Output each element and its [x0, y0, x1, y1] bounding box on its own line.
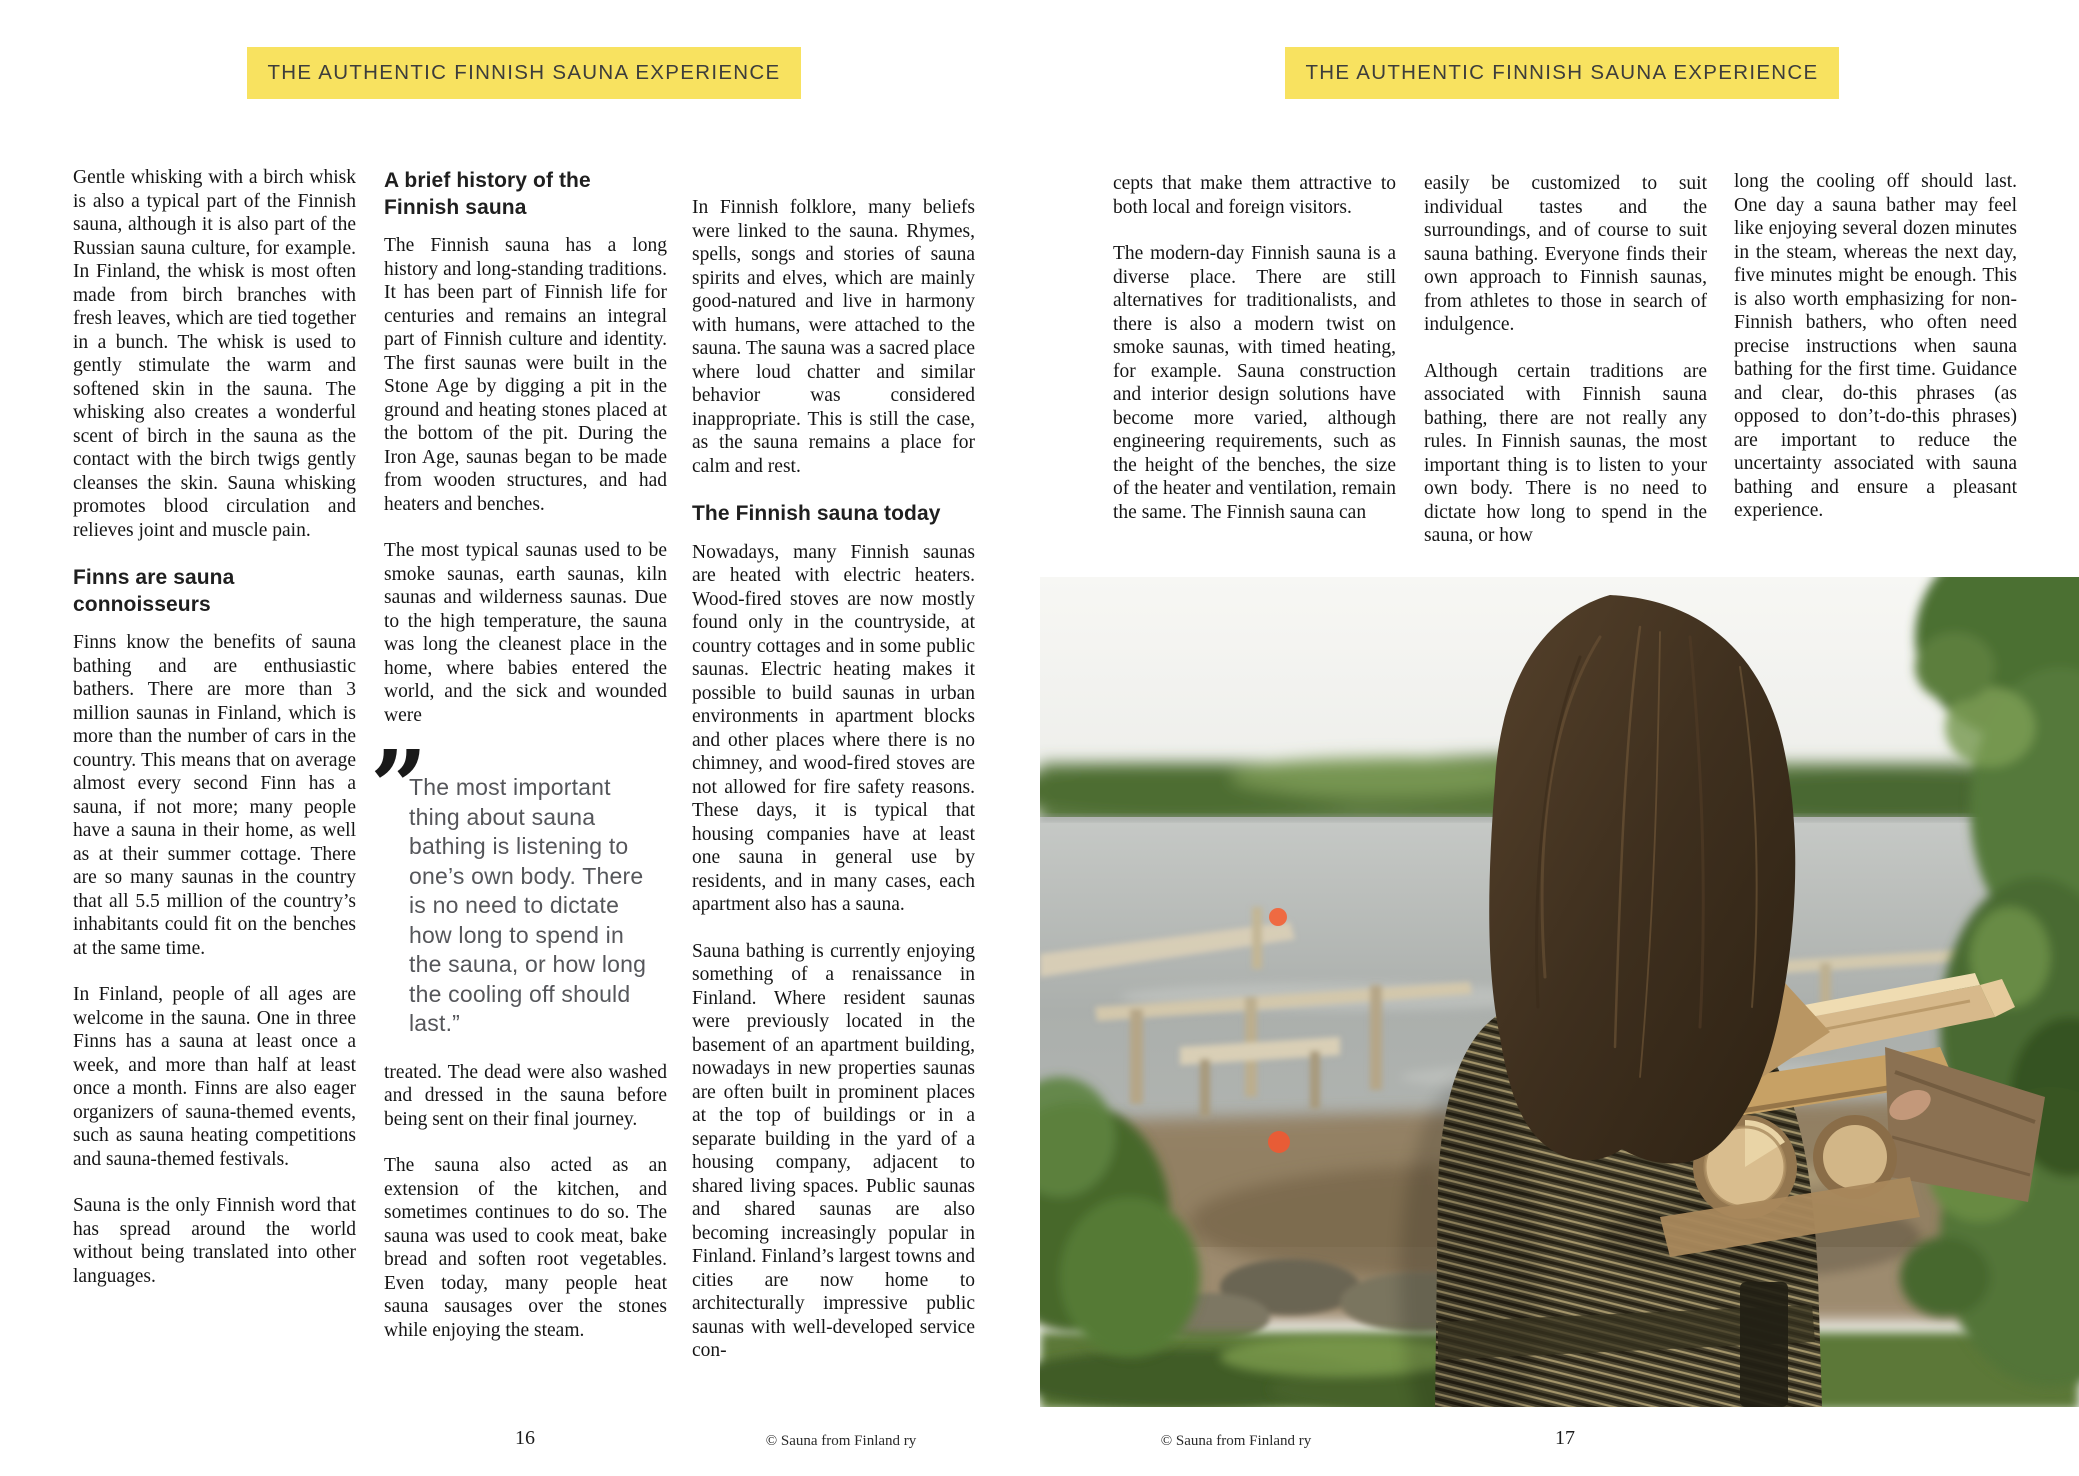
right-page-column-3 [1734, 170, 2017, 546]
right-page-column-2 [1424, 172, 1707, 571]
lake-sauna-photo [1040, 577, 2079, 1407]
pull-quote-text: The most important thing about sauna bathing is listening to one’s own body. There is no need to dictate how long to spend in the sauna, or how long the cooling off should last.” [409, 774, 647, 1036]
body-paragraph: The Finnish sauna has a long history and long-standing traditions. It has been part of Finnish life for centuries and remains an integral part of Finnish culture and identity. The first saunas were built in the Stone Age by digging a pit in the ground and heating stones placed at the bottom of the pit. During the Iron Age, saunas began to be made from wooden structures, and had heaters and benches. [384, 235, 667, 515]
body-paragraph: The modern-day Finnish sauna is a diverse place. There are still alternatives for traditionalists, and there is also a modern twist on smoke saunas, with timed heating, for example. Sauna construction and interior design solutions have become more varied, although engineering requirements, such as the height of the benches, the size of the heater and ventilation, remain the same. The Finnish sauna can [1113, 243, 1396, 523]
page-number-right: 17 [1555, 1427, 1575, 1449]
body-paragraph: Although certain traditions are associated with Finnish sauna bathing, there are not really any rules. In Finnish saunas, the most important thing is to listen to your own body. There is no need to dictate how long to spend in the sauna, or how [1424, 360, 1707, 546]
left-page-column-2 [370, 168, 667, 1365]
right-page-column-1 [1113, 172, 1396, 547]
left-page-column-3 [692, 196, 975, 1386]
body-paragraph: Gentle whisking with a birch whisk is also a typical part of the Finnish sauna, although it is also part of the Russian sauna culture, for example. In Finland, the whisk is most often made from birch branches with fresh leaves, which are tied together in a bunch. The whisk is used to gently stimulate the warm and softened skin in the sauna. The whisking also creates a wonderful scent of birch in the sauna as the contact with the birch twigs gently cleanses the skin. Sauna whisking promotes blood circulation and relieves joint and muscle pain. [73, 167, 356, 541]
body-paragraph: long the cooling off should last. One day a sauna bather may feel like enjoying several dozen minutes in the steam, whereas the next day, five minutes might be enough. This is also worth emphasizing for non-Finnish bathers, who often need precise instructions when sauna bathing for the first time. Guidance and clear, do-this phrases (as opposed to don’t-do-this phrases) are important to reduce the uncertainty associated with sauna bathing and ensure a pleasant experience. [1734, 171, 2017, 521]
body-paragraph: Sauna bathing is currently enjoying something of a renaissance in Finland. Where resident saunas were previously located in the basement of an apartment building, nowadays in new properties saunas are often built in prominent places at the top of buildings or in a separate building in the yard of a housing company, adjacent to shared living spaces. Public saunas and shared saunas are also becoming increasingly popular in Finland. Finland’s largest towns and cities are now home to architecturally impressive public saunas with well-developed service con- [692, 940, 975, 1361]
body-paragraph: cepts that make them attractive to both local and foreign visitors. [1113, 173, 1396, 218]
section-heading-finnish-sauna-today: The Finnish sauna today [692, 502, 941, 525]
section-heading-finns-are-sauna-connoisseurs: Finns are sauna connoisseurs [73, 566, 235, 616]
body-paragraph: The most typical saunas used to be smoke saunas, earth saunas, kiln saunas and wilderness saunas. Due to the high temperature, the sauna was long the cleanest place in the home, where babies entered the world, and the sick and wounded were [384, 540, 667, 726]
banner-title: THE AUTHENTIC FINNISH SAUNA EXPERIENCE [267, 61, 781, 84]
body-paragraph: The sauna also acted as an extension of the kitchen, and sometimes continues to do so. The sauna was used to cook meat, bake bread and soften root vegetables. Even today, many people heat sauna sausages over the stones while enjoying the steam. [384, 1155, 667, 1341]
body-paragraph: In Finland, people of all ages are welcome in the sauna. One in three Finns has a sauna at least once a week, and more than half at least once a month. Finns are also eager organizers of sauna-themed events, such as sauna heating competitions and sauna-themed festivals. [73, 984, 356, 1170]
body-paragraph: Nowadays, many Finnish saunas are heated with electric heaters. Wood-fired stoves are now mostly found only in the countryside, at country cottages and in some public saunas. Electric heating makes it possible to build saunas in urban environments in apartment blocks and other places where there is no chimney, and wood-fired stoves are not allowed for fire safety reasons. These days, it is typical that housing companies have at least one sauna in general use by residents, and in many cases, each apartment also has a sauna. [692, 541, 975, 915]
copyright-right: © Sauna from Finland ry [1160, 1433, 1312, 1449]
page-header-banner-left [247, 47, 801, 99]
page-header-banner-right [1285, 47, 1839, 99]
body-paragraph: Sauna is the only Finnish word that has spread around the world without being translated into other languages. [73, 1195, 356, 1287]
banner-title: THE AUTHENTIC FINNISH SAUNA EXPERIENCE [1305, 61, 1819, 84]
left-page-column-1 [73, 166, 356, 1311]
body-paragraph: In Finnish folklore, many beliefs were linked to the sauna. Rhymes, spells, songs and stories of sauna spirits and elves, which are mainly good-natured and live in harmony with humans, were attached to the sauna. The sauna was a sacred place where loud chatter and similar behavior was considered inappropriate. This is still the case, as the sauna remains a place for calm and rest. [692, 197, 975, 477]
photo-hair [1489, 595, 1795, 1164]
page-number-left: 16 [515, 1427, 535, 1449]
body-paragraph: Finns know the benefits of sauna bathing and are enthusiastic bathers. There are more than 3 million saunas in Finland, which is more than the number of cars in the country. This means that on average almost every second Finn has a sauna, if not more; many people have a sauna in their home, as well as at their summer cottage. There are so many saunas in the country that all 5.5 million of the country’s inhabitants could fit on the benches at the same time. [73, 632, 356, 959]
copyright-left: © Sauna from Finland ry [765, 1433, 917, 1449]
quotation-mark-icon: ” [370, 728, 428, 846]
body-paragraph: easily be customized to suit individual tastes and the surroundings, and of course to suit sauna bathing. Everyone finds their own approach to Finnish saunas, from athletes to those in search of indulgence. [1424, 173, 1707, 335]
section-heading-brief-history: A brief history of the Finnish sauna [384, 169, 591, 219]
body-paragraph: treated. The dead were also washed and dressed in the sauna before being sent on their final journey. [384, 1061, 667, 1130]
pull-quote [370, 728, 650, 1039]
